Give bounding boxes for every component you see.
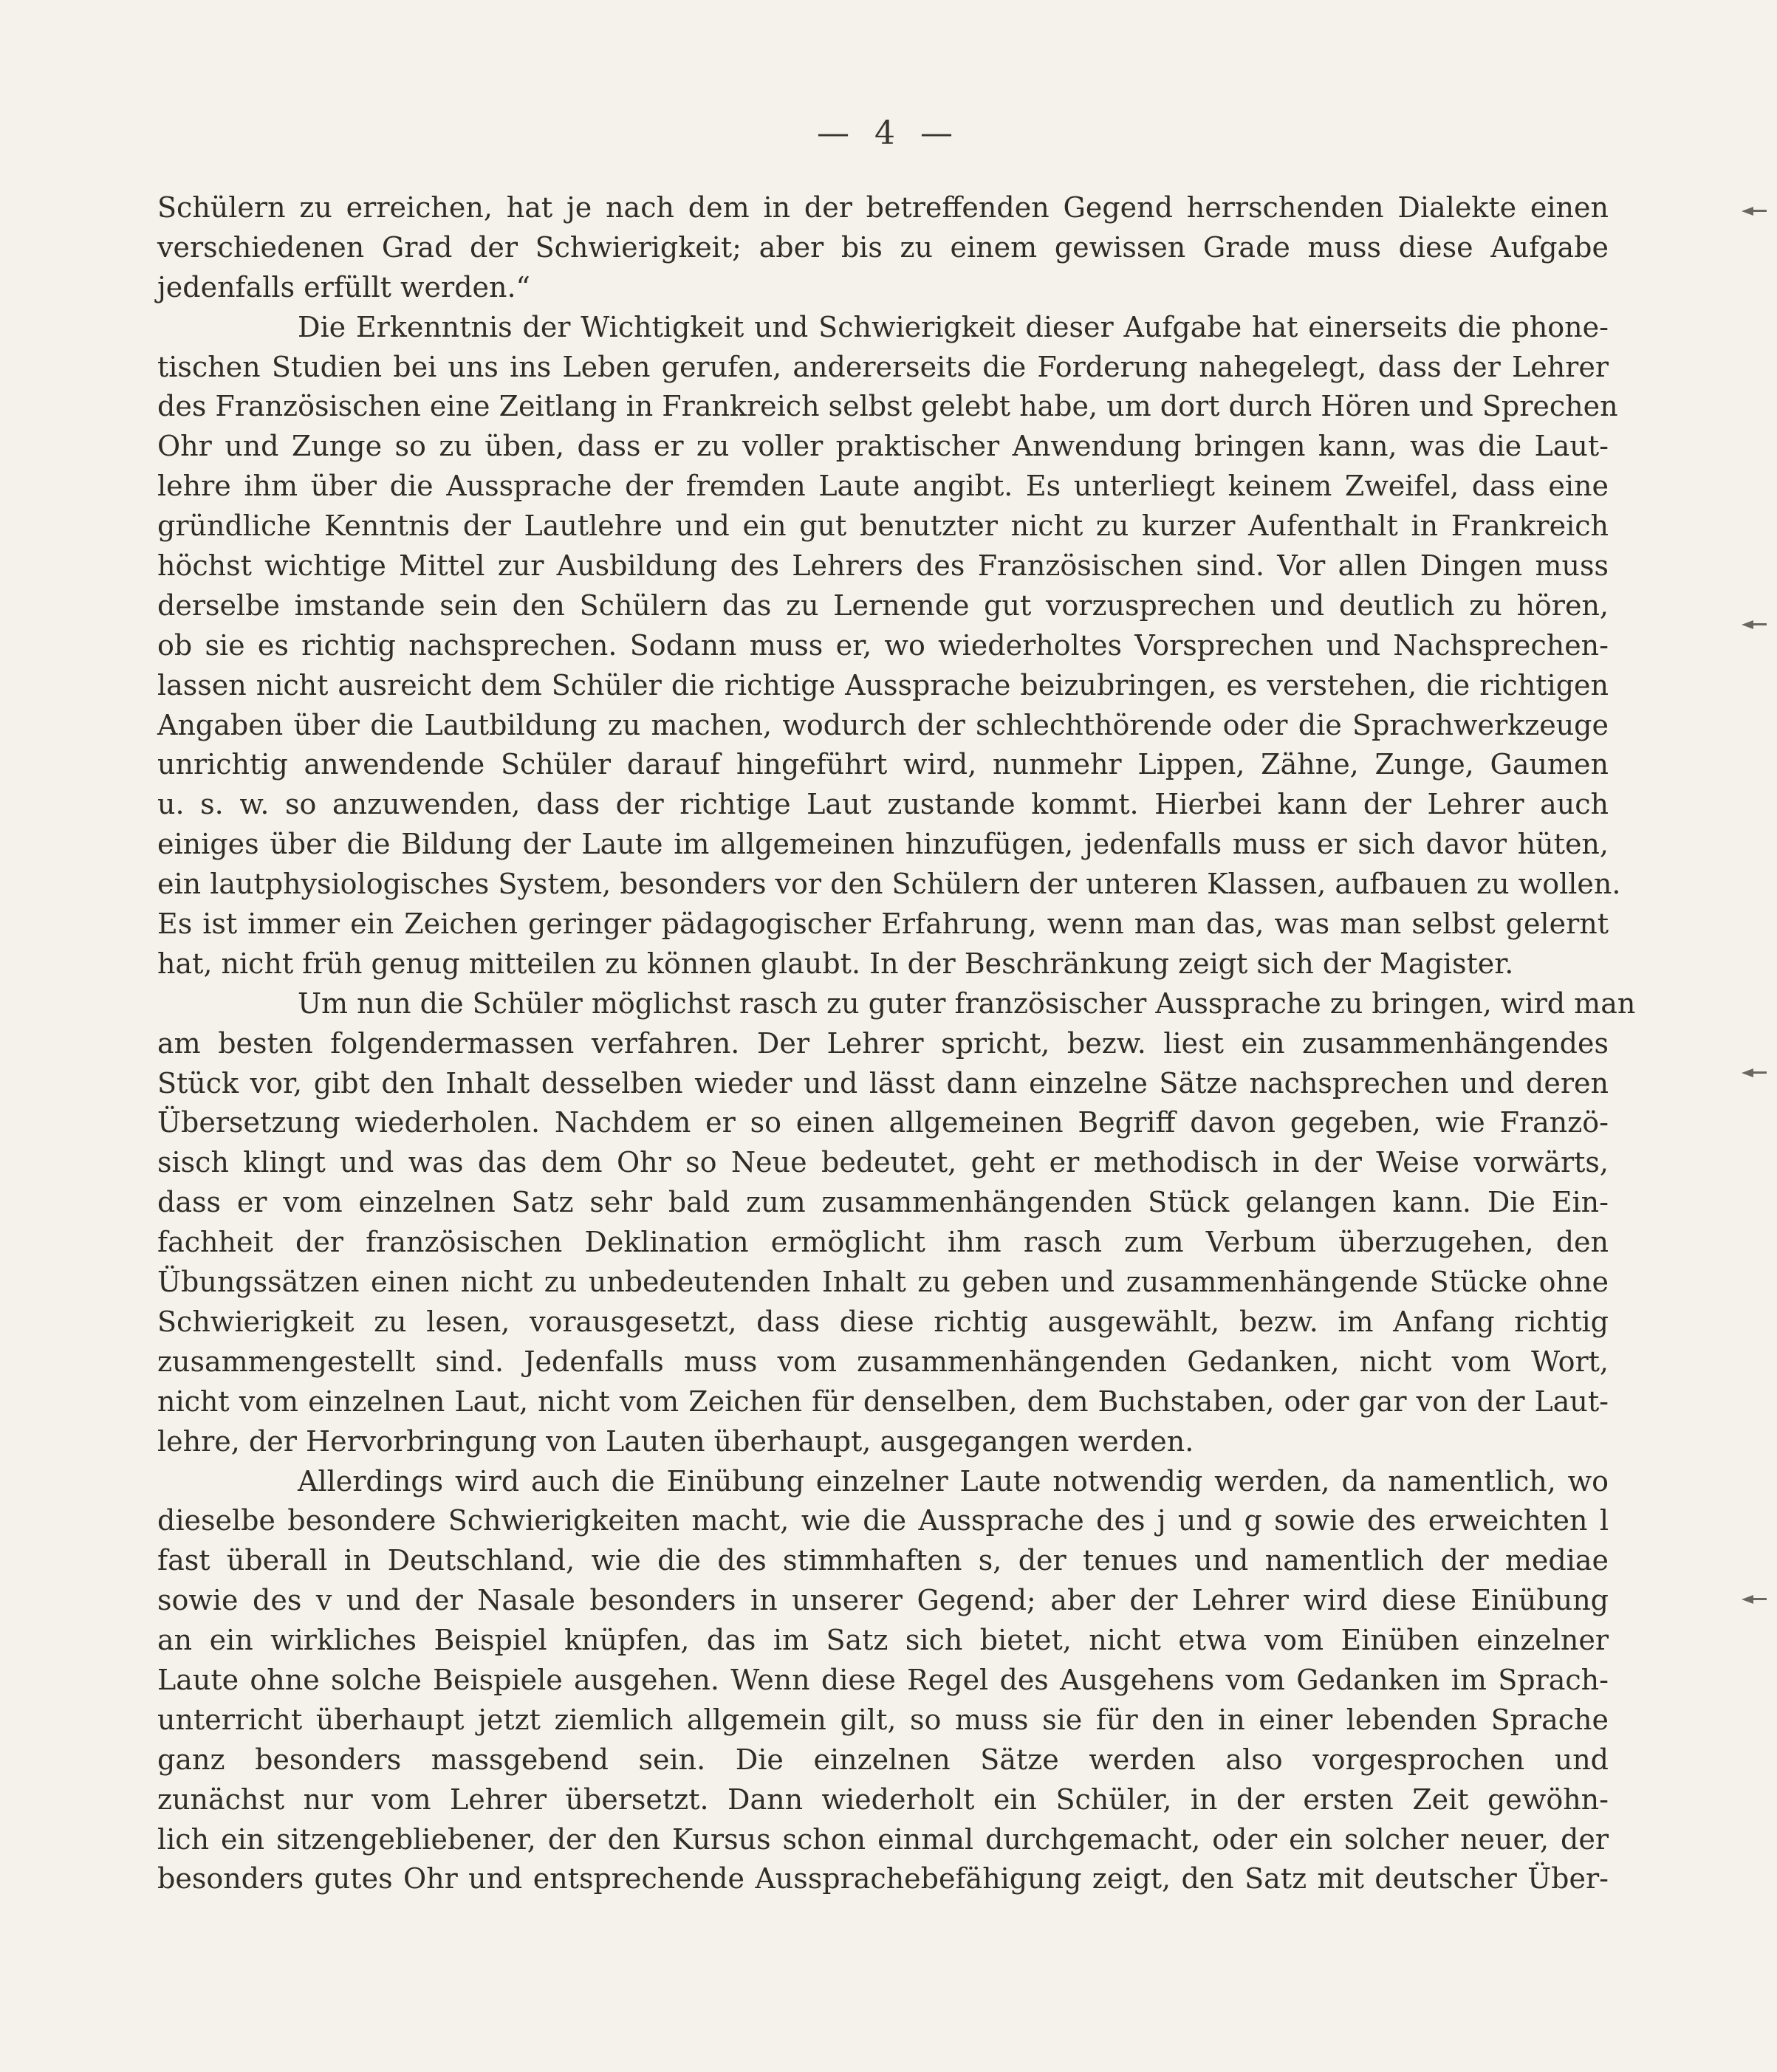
text-line: lehre ihm über die Aussprache der fremden Laute angibt. Es unterliegt keinem Zweifel, dass eine bbox=[157, 470, 1609, 503]
text-line: am besten folgendermassen verfahren. Der Lehrer spricht, bezw. liest ein zusammenhängendes bbox=[157, 1026, 1609, 1060]
text-line: nicht vom einzelnen Laut, nicht vom Zeichen für denselben, dem Buchstaben, oder gar von der Laut- bbox=[157, 1385, 1609, 1418]
margin-mark-arrow-icon bbox=[1742, 204, 1768, 214]
text-line: verschiedenen Grad der Schwierigkeit; aber bis zu einem gewissen Grade muss diese Aufgabe bbox=[157, 230, 1609, 264]
text-line: Laute ohne solche Beispiele ausgehen. Wenn diese Regel des Ausgehens vom Gedanken im Sprach- bbox=[157, 1663, 1609, 1696]
paragraph bbox=[157, 984, 1636, 1462]
text-line: fachheit der französischen Deklination ermöglicht ihm rasch zum Verbum überzugehen, den bbox=[157, 1226, 1609, 1259]
text-line: Übungssätzen einen nicht zu unbedeutenden Inhalt zu geben und zusammenhängende Stücke ohne bbox=[157, 1266, 1609, 1299]
text-line: Stück vor, gibt den Inhalt desselben wieder und lässt dann einzelne Sätze nachsprechen und deren bbox=[157, 1066, 1609, 1100]
text-line: Schülern zu erreichen, hat je nach dem in der betreffenden Gegend herrschenden Dialekte einen bbox=[157, 191, 1609, 224]
text-line: ganz besonders massgebend sein. Die einzelnen Sätze werden also vorgesprochen und bbox=[157, 1743, 1609, 1776]
text-line: zunächst nur vom Lehrer übersetzt. Dann wiederholt ein Schüler, in der ersten Zeit gewöhn- bbox=[157, 1783, 1609, 1816]
margin-mark-arrow-icon bbox=[1742, 617, 1768, 628]
paragraph bbox=[157, 1462, 1609, 1900]
text-line: Ohr und Zunge so zu üben, dass er zu voller praktischer Anwendung bringen kann, was die Laut- bbox=[157, 430, 1609, 463]
text-line: sowie des v und der Nasale besonders in unserer Gegend; aber der Lehrer wird diese Einübung bbox=[157, 1584, 1609, 1617]
text-line: Um nun die Schüler möglichst rasch zu guter französischer Aussprache zu bringen, wird man bbox=[298, 987, 1636, 1020]
text-line: des Französischen eine Zeitlang in Frankreich selbst gelebt habe, um dort durch Hören und Sprechen bbox=[157, 390, 1618, 423]
text-line: fast überall in Deutschland, wie die des stimmhaften s, der tenues und namentlich der mediae bbox=[157, 1544, 1609, 1577]
text-line: hat, nicht früh genug mitteilen zu können glaubt. In der Beschränkung zeigt sich der Magister. bbox=[157, 947, 1514, 980]
text-line: dass er vom einzelnen Satz sehr bald zum zusammenhängenden Stück gelangen kann. Die Ein- bbox=[157, 1186, 1609, 1219]
text-line: lehre, der Hervorbringung von Lauten überhaupt, ausgegangen werden. bbox=[157, 1424, 1194, 1458]
text-line: u. s. w. so anzuwenden, dass der richtige Laut zustande kommt. Hierbei kann der Lehrer auch bbox=[157, 788, 1609, 821]
text-line: Angaben über die Lautbildung zu machen, wodurch der schlechthörende oder die Sprachwerkzeuge bbox=[157, 708, 1609, 741]
text-line: Die Erkenntnis der Wichtigkeit und Schwierigkeit dieser Aufgabe hat einerseits die phone- bbox=[298, 310, 1609, 343]
text-line: ein lautphysiologisches System, besonders vor den Schülern der unteren Klassen, aufbauen zu wollen. bbox=[157, 868, 1621, 901]
text-line: Es ist immer ein Zeichen geringer pädagogischer Erfahrung, wenn man das, was man selbst gelernt bbox=[157, 908, 1609, 941]
text-line: Übersetzung wiederholen. Nachdem er so einen allgemeinen Begriff davon gegeben, wie Franzö- bbox=[157, 1106, 1609, 1139]
text-line: einiges über die Bildung der Laute im allgemeinen hinzufügen, jedenfalls muss er sich davor hüten, bbox=[157, 828, 1609, 861]
text-line: gründliche Kenntnis der Lautlehre und ein gut benutzter nicht zu kurzer Aufenthalt in Frankreich bbox=[157, 510, 1609, 543]
paragraph bbox=[157, 308, 1621, 984]
text-line: an ein wirkliches Beispiel knüpfen, das im Satz sich bietet, nicht etwa vom Einüben einzelner bbox=[157, 1624, 1609, 1657]
text-line: Schwierigkeit zu lesen, vorausgesetzt, dass diese richtig ausgewählt, bezw. im Anfang richtig bbox=[157, 1305, 1609, 1338]
text-line: höchst wichtige Mittel zur Ausbildung des Lehrers des Französischen sind. Vor allen Dingen muss bbox=[157, 549, 1609, 583]
text-line: sisch klingt und was das dem Ohr so Neue bedeutet, geht er methodisch in der Weise vorwärts, bbox=[157, 1146, 1609, 1179]
text-line: tischen Studien bei uns ins Leben gerufen, andererseits die Forderung nahegelegt, dass der Lehrer bbox=[157, 350, 1609, 383]
text-line: derselbe imstande sein den Schülern das zu Lernende gut vorzusprechen und deutlich zu hören, bbox=[157, 589, 1609, 622]
text-line: unrichtig anwendende Schüler darauf hingeführt wird, nunmehr Lippen, Zähne, Zunge, Gaumen bbox=[157, 748, 1609, 781]
text-line: Allerdings wird auch die Einübung einzelner Laute notwendig werden, da namentlich, wo bbox=[298, 1464, 1609, 1498]
body-text bbox=[157, 188, 1636, 1899]
margin-mark-arrow-icon bbox=[1742, 1592, 1768, 1602]
text-line: jedenfalls erfüllt werden.“ bbox=[157, 270, 530, 303]
text-line: lassen nicht ausreicht dem Schüler die richtige Aussprache beizubringen, es verstehen, die richtigen bbox=[157, 668, 1609, 701]
text-line: besonders gutes Ohr und entsprechende Aussprachebefähigung zeigt, den Satz mit deutscher Über- bbox=[157, 1862, 1609, 1896]
margin-mark-arrow-icon bbox=[1742, 1066, 1768, 1076]
page-number: — 4 — bbox=[817, 114, 960, 152]
text-line: dieselbe besondere Schwierigkeiten macht, wie die Aussprache des j und g sowie des erweichten l bbox=[157, 1504, 1609, 1537]
text-line: lich ein sitzengebliebener, der den Kursus schon einmal durchgemacht, oder ein solcher neuer, der bbox=[157, 1822, 1609, 1856]
paragraph bbox=[157, 188, 1609, 308]
text-line: unterricht überhaupt jetzt ziemlich allgemein gilt, so muss sie für den in einer lebenden Sprache bbox=[157, 1703, 1609, 1736]
text-line: ob sie es richtig nachsprechen. Sodann muss er, wo wiederholtes Vorsprechen und Nachsprechen- bbox=[157, 628, 1609, 662]
text-line: zusammengestellt sind. Jedenfalls muss vom zusammenhängenden Gedanken, nicht vom Wort, bbox=[157, 1345, 1609, 1378]
